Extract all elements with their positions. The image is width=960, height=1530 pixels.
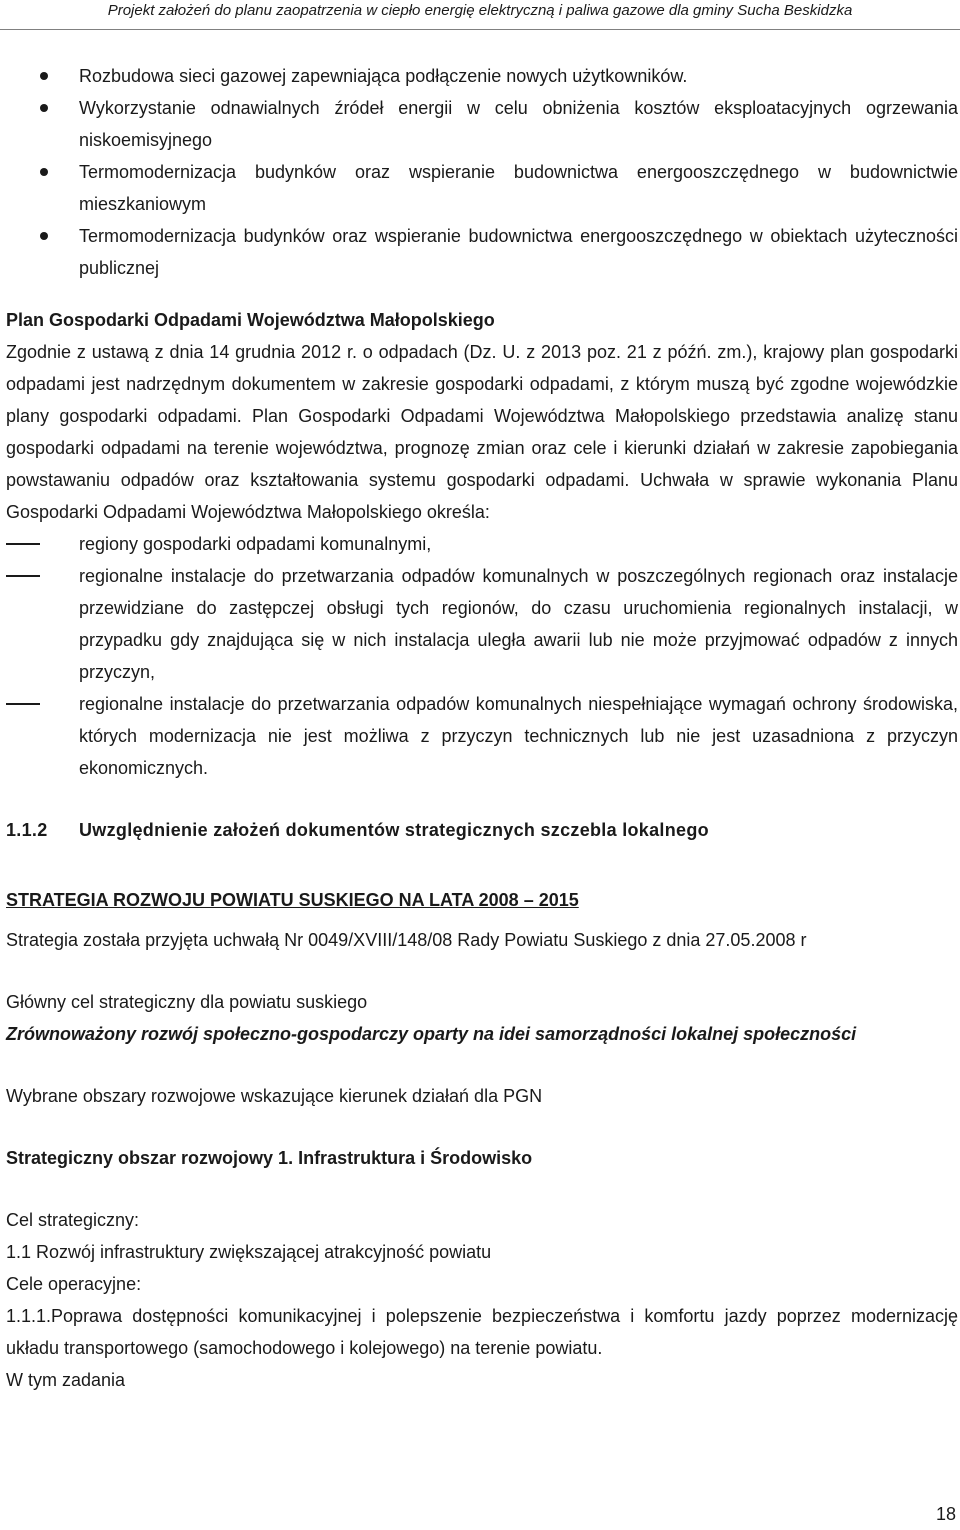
dash-icon [6, 575, 40, 577]
dash-icon [6, 543, 40, 545]
strategic-goal: 1.1 Rozwój infrastruktury zwiększającej atrakcyjność powiatu [6, 1242, 492, 1262]
bullet-icon [40, 72, 48, 80]
operational-goal: 1.1.1.Poprawa dostępności komunikacyjnej i polepszenie bezpieczeństwa i komfortu jazdy poprzez modernizację układu transportowego (samochodowego i kolejowego) na terenie powiatu. [6, 1306, 958, 1358]
plan-heading: Plan Gospodarki Odpadami Województwa Małopolskiego [6, 310, 495, 330]
tasks-label: W tym zadania [6, 1370, 126, 1390]
bullet-icon [40, 168, 48, 176]
list-item: Rozbudowa sieci gazowej zapewniająca podłączenie nowych użytkowników. [6, 60, 958, 92]
bullet-icon [40, 232, 48, 240]
list-item: regiony gospodarki odpadami komunalnymi, [6, 528, 958, 560]
main-goal-label: Główny cel strategiczny dla powiatu suskiego [6, 992, 368, 1012]
list-item: regionalne instalacje do przetwarzania odpadów komunalnych niespełniające wymagań ochrony środowiska, których modernizacja nie jest możliwa z przyczyn technicznych lub nie jest uzasadniona z przyczyn ekonomicznych. [6, 688, 958, 784]
running-header: Projekt założeń do planu zaopatrzenia w ciepło energię elektryczną i paliwa gazowe dla gminy Sucha Beskidzka [0, 0, 960, 30]
section-heading [6, 814, 958, 846]
page-number: 18 [935, 1504, 956, 1524]
dash-list [6, 528, 958, 784]
areas-label: Wybrane obszary rozwojowe wskazujące kierunek działań dla PGN [6, 1086, 543, 1106]
list-item: Wykorzystanie odnawialnych źródeł energii w celu obniżenia kosztów eksploatacyjnych ogrzewania niskoemisyjnego [6, 92, 958, 156]
strategic-goal-label: Cel strategiczny: [6, 1210, 140, 1230]
section-number: 1.1.2 [6, 820, 48, 840]
list-item: regionalne instalacje do przetwarzania odpadów komunalnych w poszczególnych regionach oraz instalacje przewidziane do zastępczej obsługi tych regionów, do czasu uruchomienia regionalnych instalacji, w przypadku gdy znajdująca się w nich instalacja uległa awarii lub nie może przyjmować odpadów z innych przyczyn, [6, 560, 958, 688]
bullet-list [6, 60, 958, 284]
main-goal: Zrównoważony rozwój społeczno-gospodarczy oparty na idei samorządności lokalnej społeczności [6, 1024, 857, 1044]
operational-label: Cele operacyjne: [6, 1274, 142, 1294]
page-content [6, 60, 958, 1396]
area-1-heading: Strategiczny obszar rozwojowy 1. Infrastruktura i Środowisko [6, 1148, 533, 1168]
dash-icon [6, 703, 40, 705]
section-title: Uwzględnienie założeń dokumentów strategicznych szczebla lokalnego [79, 820, 709, 840]
strategy-title: STRATEGIA ROZWOJU POWIATU SUSKIEGO NA LATA 2008 – 2015 [6, 890, 579, 910]
list-item: Termomodernizacja budynków oraz wspieranie budownictwa energooszczędnego w budownictwie mieszkaniowym [6, 156, 958, 220]
bullet-icon [40, 104, 48, 112]
list-item: Termomodernizacja budynków oraz wspieranie budownictwa energooszczędnego w obiektach użyteczności publicznej [6, 220, 958, 284]
plan-paragraph: Zgodnie z ustawą z dnia 14 grudnia 2012 r. o odpadach (Dz. U. z 2013 poz. 21 z późń. zm.), krajowy plan gospodarki odpadami jest nadrzędnym dokumentem w zakresie gospodarki odpadami, z którym muszą być zgodne wojewódzkie plany gospodarki odpadami. Plan Gospodarki Odpadami Województwa Małopolskiego przedstawia analizę stanu gospodarki odpadami na terenie województwa, prognozę zmian oraz cele i kierunki działań w zakresie zapobiegania powstawaniu odpadów oraz kształtowania systemu gospodarki odpadami. Uchwała w sprawie wykonania Planu Gospodarki Odpadami Województwa Małopolskiego określa: [6, 342, 958, 522]
strategy-adopted: Strategia została przyjęta uchwałą Nr 0049/XVIII/148/08 Rady Powiatu Suskiego z dnia 27.05.2008 r [6, 930, 807, 950]
